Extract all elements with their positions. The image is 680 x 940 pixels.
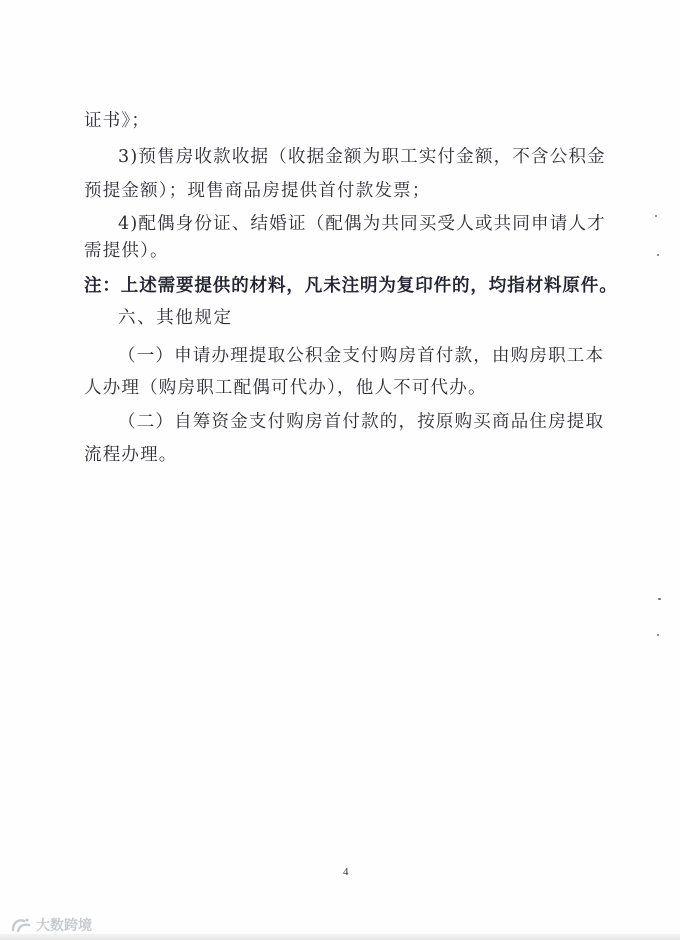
- text-line-10: （二）自筹资金支付购房首付款的，按原购买商品住房提取: [118, 412, 605, 432]
- text-line-1: 证书》；: [84, 111, 151, 131]
- text-line-2: 3)预售房收款收据（收据金额为职工实付金额，不含公积金: [118, 147, 606, 167]
- text-line-8: （一）申请办理提取公积金支付购房首付款，由购房职工本: [118, 346, 605, 366]
- watermark-text: 大数跨境: [36, 918, 92, 934]
- text-line-3: 预提金额）；现售商品房提供首付款发票；: [84, 181, 431, 201]
- section-heading: 六、其他规定: [118, 308, 233, 328]
- note-line: 注：上述需要提供的材料，凡未注明为复印件的，均指材料原件。: [84, 276, 618, 296]
- scan-speck: [658, 598, 661, 600]
- watermark: [10, 915, 92, 935]
- scan-edge: [0, 934, 680, 940]
- scan-speck: [657, 634, 659, 636]
- text-line-5: 需提供）。: [84, 241, 169, 261]
- scan-speck: [655, 215, 657, 217]
- page-number: 4: [343, 866, 349, 878]
- text-line-11: 流程办理。: [84, 445, 178, 465]
- logo-icon: [10, 916, 32, 934]
- scan-speck: [657, 254, 659, 256]
- text-line-9: 人办理（购房职工配偶可代办），他人不可代办。: [84, 378, 487, 398]
- text-line-4: 4)配偶身份证、结婚证（配偶为共同买受人或共同申请人才: [118, 214, 606, 234]
